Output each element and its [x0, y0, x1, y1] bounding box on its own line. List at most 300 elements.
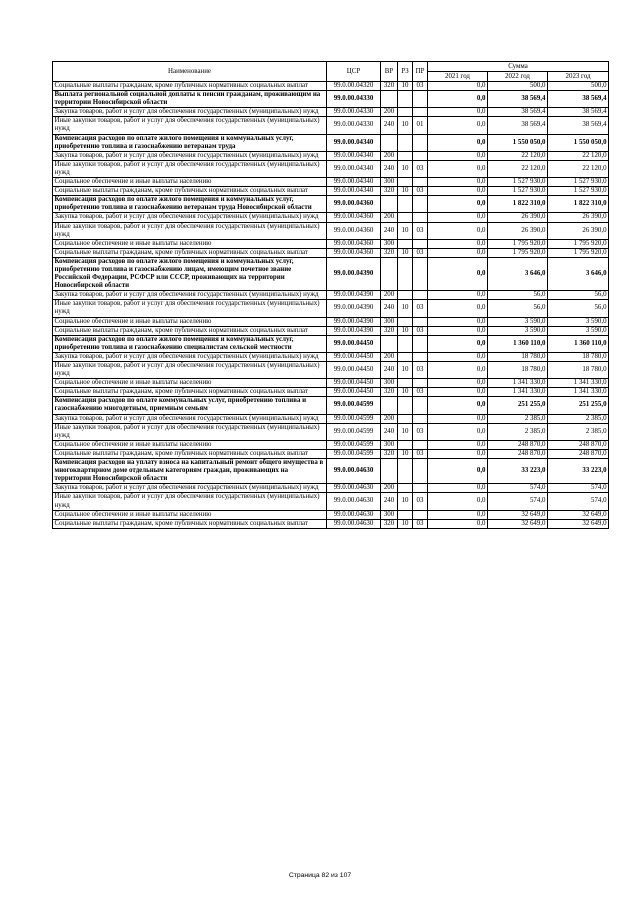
- cell-y2023: 1 822 310,0: [548, 196, 609, 213]
- cell-y2023: 1 550 050,0: [548, 134, 609, 151]
- cell-vr: 240: [381, 423, 398, 440]
- table-row: [53, 326, 609, 335]
- cell-y2023: 26 390,0: [548, 213, 609, 222]
- cell-csr: 99.0.00.04630: [327, 519, 381, 528]
- cell-csr: 99.0.00.04320: [327, 82, 381, 91]
- cell-csr: 99.0.00.04340: [327, 187, 381, 196]
- cell-csr: 99.0.00.04630: [327, 510, 381, 519]
- cell-rz: 10: [398, 222, 413, 239]
- cell-csr: 99.0.00.04450: [327, 362, 381, 379]
- cell-rz: 10: [398, 300, 413, 317]
- cell-pr: [413, 178, 428, 187]
- cell-y2023: 1 527 930,0: [548, 178, 609, 187]
- cell-y2022: 1 360 110,0: [488, 335, 548, 352]
- cell-y2022: 32 649,0: [488, 510, 548, 519]
- cell-name: Социальное обеспечение и иные выплаты населению: [53, 317, 327, 326]
- cell-name: Социальные выплаты гражданам, кроме публичных нормативных социальных выплат: [53, 248, 327, 257]
- table-row: [53, 291, 609, 300]
- table-row: [53, 117, 609, 134]
- table-row-section: [53, 335, 609, 352]
- cell-csr: 99.0.00.04340: [327, 160, 381, 177]
- cell-rz: 10: [398, 493, 413, 510]
- cell-csr: 99.0.00.04330: [327, 117, 381, 134]
- cell-y2023: 18 780,0: [548, 352, 609, 361]
- table-row: [53, 160, 609, 177]
- cell-vr: 300: [381, 317, 398, 326]
- cell-csr: 99.0.00.04360: [327, 222, 381, 239]
- table-row: [53, 151, 609, 160]
- cell-y2021: 0,0: [428, 300, 488, 317]
- cell-pr: [413, 459, 428, 484]
- cell-y2022: 32 649,0: [488, 519, 548, 528]
- cell-name: Компенсация расходов по оплате коммунальных услуг, приобретению топлива и газоснабжению многодетным, приемным семьям: [53, 397, 327, 414]
- header-csr: ЦСР: [327, 62, 381, 82]
- cell-vr: 320: [381, 449, 398, 458]
- cell-name: Социальные выплаты гражданам, кроме публичных нормативных социальных выплат: [53, 449, 327, 458]
- cell-name: Социальное обеспечение и иные выплаты населению: [53, 178, 327, 187]
- table-row: [53, 300, 609, 317]
- cell-csr: 99.0.00.04630: [327, 459, 381, 484]
- cell-csr: 99.0.00.04390: [327, 317, 381, 326]
- cell-y2021: 0,0: [428, 134, 488, 151]
- cell-rz: 10: [398, 519, 413, 528]
- cell-csr: 99.0.00.04599: [327, 423, 381, 440]
- cell-y2022: 1 795 920,0: [488, 239, 548, 248]
- cell-y2021: 0,0: [428, 213, 488, 222]
- cell-csr: 99.0.00.04599: [327, 397, 381, 414]
- cell-y2022: 3 590,0: [488, 317, 548, 326]
- cell-y2021: 0,0: [428, 493, 488, 510]
- table-row-section: [53, 397, 609, 414]
- cell-csr: 99.0.00.04599: [327, 414, 381, 423]
- cell-y2022: 56,0: [488, 300, 548, 317]
- cell-vr: 300: [381, 379, 398, 388]
- cell-vr: 200: [381, 352, 398, 361]
- table-row: [53, 352, 609, 361]
- cell-name: Иные закупки товаров, работ и услуг для обеспечения государственных (муниципальных) нужд: [53, 117, 327, 134]
- cell-y2022: 26 390,0: [488, 222, 548, 239]
- cell-rz: 10: [398, 160, 413, 177]
- cell-y2023: 574,0: [548, 493, 609, 510]
- cell-rz: [398, 257, 413, 290]
- table-row: [53, 187, 609, 196]
- cell-rz: [398, 213, 413, 222]
- cell-y2023: 1 795 920,0: [548, 239, 609, 248]
- cell-csr: 99.0.00.04360: [327, 248, 381, 257]
- cell-rz: 10: [398, 423, 413, 440]
- cell-y2023: 32 649,0: [548, 519, 609, 528]
- cell-vr: [381, 397, 398, 414]
- cell-rz: [398, 134, 413, 151]
- table-row: [53, 222, 609, 239]
- cell-y2022: 248 870,0: [488, 440, 548, 449]
- cell-y2023: 2 385,0: [548, 423, 609, 440]
- cell-y2023: 26 390,0: [548, 222, 609, 239]
- cell-y2021: 0,0: [428, 352, 488, 361]
- header-sum: Сумма: [428, 62, 609, 72]
- cell-pr: [413, 317, 428, 326]
- cell-pr: 03: [413, 493, 428, 510]
- cell-vr: 240: [381, 222, 398, 239]
- cell-csr: 99.0.00.04450: [327, 335, 381, 352]
- table-row: [53, 484, 609, 493]
- cell-rz: [398, 335, 413, 352]
- cell-vr: 240: [381, 117, 398, 134]
- cell-y2021: 0,0: [428, 519, 488, 528]
- header-year-2023: 2023 год: [548, 72, 609, 82]
- cell-pr: 03: [413, 248, 428, 257]
- cell-pr: 03: [413, 519, 428, 528]
- cell-y2021: 0,0: [428, 196, 488, 213]
- table-row: [53, 440, 609, 449]
- cell-y2021: 0,0: [428, 291, 488, 300]
- cell-rz: [398, 352, 413, 361]
- cell-y2021: 0,0: [428, 423, 488, 440]
- cell-pr: 03: [413, 222, 428, 239]
- cell-name: Социальные выплаты гражданам, кроме публичных нормативных социальных выплат: [53, 388, 327, 397]
- cell-vr: 300: [381, 178, 398, 187]
- cell-y2022: 1 795 920,0: [488, 248, 548, 257]
- cell-pr: [413, 397, 428, 414]
- budget-table: [52, 61, 609, 529]
- cell-y2021: 0,0: [428, 388, 488, 397]
- cell-y2021: 0,0: [428, 362, 488, 379]
- cell-rz: 10: [398, 117, 413, 134]
- cell-y2023: 32 649,0: [548, 510, 609, 519]
- cell-rz: [398, 108, 413, 117]
- cell-y2021: 0,0: [428, 108, 488, 117]
- table-row-section: [53, 459, 609, 484]
- cell-vr: 200: [381, 151, 398, 160]
- cell-y2023: 500,0: [548, 82, 609, 91]
- cell-csr: 99.0.00.04340: [327, 151, 381, 160]
- header-year-2022: 2022 год: [488, 72, 548, 82]
- cell-vr: 300: [381, 239, 398, 248]
- cell-pr: [413, 291, 428, 300]
- cell-vr: 200: [381, 108, 398, 117]
- cell-pr: [413, 239, 428, 248]
- cell-name: Закупка товаров, работ и услуг для обеспечения государственных (муниципальных) нужд: [53, 484, 327, 493]
- cell-rz: [398, 196, 413, 213]
- cell-y2022: 3 590,0: [488, 326, 548, 335]
- cell-rz: [398, 91, 413, 108]
- cell-rz: [398, 397, 413, 414]
- cell-csr: 99.0.00.04360: [327, 213, 381, 222]
- cell-name: Иные закупки товаров, работ и услуг для обеспечения государственных (муниципальных) нужд: [53, 362, 327, 379]
- cell-name: Компенсация расходов по оплате жилого помещения и коммунальных услуг, приобретению топлива и газоснабжению лицам, имеющим почетное звание Российской Федерации, РСФСР или СССР, проживающих на территории Новосибирской области: [53, 257, 327, 290]
- cell-pr: 03: [413, 388, 428, 397]
- header-year-2021: 2021 год: [428, 72, 488, 82]
- table-row: [53, 510, 609, 519]
- cell-pr: [413, 213, 428, 222]
- cell-name: Иные закупки товаров, работ и услуг для обеспечения государственных (муниципальных) нужд: [53, 300, 327, 317]
- cell-vr: 320: [381, 388, 398, 397]
- cell-rz: [398, 510, 413, 519]
- cell-vr: 300: [381, 510, 398, 519]
- cell-y2023: 3 646,0: [548, 257, 609, 290]
- cell-csr: 99.0.00.04450: [327, 388, 381, 397]
- cell-y2023: 1 795 920,0: [548, 248, 609, 257]
- cell-y2021: 0,0: [428, 440, 488, 449]
- cell-rz: [398, 484, 413, 493]
- cell-pr: 03: [413, 326, 428, 335]
- cell-rz: 10: [398, 388, 413, 397]
- cell-y2023: 1 341 330,0: [548, 388, 609, 397]
- cell-csr: 99.0.00.04450: [327, 379, 381, 388]
- cell-y2022: 251 255,0: [488, 397, 548, 414]
- cell-vr: 320: [381, 248, 398, 257]
- cell-pr: [413, 352, 428, 361]
- cell-name: Иные закупки товаров, работ и услуг для обеспечения государственных (муниципальных) нужд: [53, 160, 327, 177]
- cell-csr: 99.0.00.04390: [327, 291, 381, 300]
- cell-y2023: 1 527 930,0: [548, 187, 609, 196]
- cell-y2021: 0,0: [428, 248, 488, 257]
- cell-y2022: 38 569,4: [488, 91, 548, 108]
- cell-y2021: 0,0: [428, 335, 488, 352]
- cell-y2023: 22 120,0: [548, 151, 609, 160]
- cell-y2021: 0,0: [428, 82, 488, 91]
- table-row: [53, 108, 609, 117]
- cell-y2021: 0,0: [428, 326, 488, 335]
- table-row: [53, 449, 609, 458]
- cell-vr: 240: [381, 300, 398, 317]
- cell-pr: [413, 414, 428, 423]
- cell-y2023: 3 590,0: [548, 326, 609, 335]
- cell-y2023: 38 569,4: [548, 91, 609, 108]
- cell-y2021: 0,0: [428, 222, 488, 239]
- cell-y2021: 0,0: [428, 397, 488, 414]
- cell-csr: 99.0.00.04390: [327, 326, 381, 335]
- table-row-section: [53, 134, 609, 151]
- table-row: [53, 178, 609, 187]
- cell-y2023: 33 223,0: [548, 459, 609, 484]
- table-row: [53, 213, 609, 222]
- cell-y2022: 33 223,0: [488, 459, 548, 484]
- cell-name: Иные закупки товаров, работ и услуг для обеспечения государственных (муниципальных) нужд: [53, 423, 327, 440]
- cell-y2022: 1 527 930,0: [488, 187, 548, 196]
- table-body: [53, 82, 609, 529]
- cell-y2023: 251 255,0: [548, 397, 609, 414]
- cell-rz: [398, 414, 413, 423]
- cell-name: Закупка товаров, работ и услуг для обеспечения государственных (муниципальных) нужд: [53, 414, 327, 423]
- cell-y2021: 0,0: [428, 257, 488, 290]
- cell-y2022: 1 341 330,0: [488, 379, 548, 388]
- table-row: [53, 379, 609, 388]
- cell-pr: 03: [413, 187, 428, 196]
- cell-name: Иные закупки товаров, работ и услуг для обеспечения государственных (муниципальных) нужд: [53, 222, 327, 239]
- cell-rz: [398, 459, 413, 484]
- cell-y2022: 3 646,0: [488, 257, 548, 290]
- cell-pr: 03: [413, 362, 428, 379]
- cell-csr: 99.0.00.04390: [327, 257, 381, 290]
- cell-y2022: 1 550 050,0: [488, 134, 548, 151]
- cell-name: Компенсация расходов на уплату взноса на капитальный ремонт общего имущества в многоквартирном доме отдельным категориям граждан, проживающих на территории Новосибирской области: [53, 459, 327, 484]
- cell-csr: 99.0.00.04450: [327, 352, 381, 361]
- cell-pr: [413, 484, 428, 493]
- cell-vr: [381, 91, 398, 108]
- cell-y2021: 0,0: [428, 484, 488, 493]
- cell-vr: 240: [381, 160, 398, 177]
- cell-name: Социальные выплаты гражданам, кроме публичных нормативных социальных выплат: [53, 187, 327, 196]
- cell-rz: [398, 291, 413, 300]
- cell-y2022: 248 870,0: [488, 449, 548, 458]
- cell-vr: 200: [381, 414, 398, 423]
- cell-y2023: 56,0: [548, 300, 609, 317]
- cell-rz: 10: [398, 449, 413, 458]
- cell-y2023: 574,0: [548, 484, 609, 493]
- cell-y2023: 1 360 110,0: [548, 335, 609, 352]
- cell-name: Иные закупки товаров, работ и услуг для обеспечения государственных (муниципальных) нужд: [53, 493, 327, 510]
- cell-vr: 200: [381, 484, 398, 493]
- cell-name: Социальное обеспечение и иные выплаты населению: [53, 239, 327, 248]
- cell-vr: 200: [381, 213, 398, 222]
- cell-csr: 99.0.00.04360: [327, 196, 381, 213]
- cell-rz: 10: [398, 187, 413, 196]
- cell-y2023: 38 569,4: [548, 117, 609, 134]
- cell-y2022: 2 385,0: [488, 423, 548, 440]
- cell-name: Закупка товаров, работ и услуг для обеспечения государственных (муниципальных) нужд: [53, 213, 327, 222]
- cell-csr: 99.0.00.04340: [327, 178, 381, 187]
- cell-y2023: 22 120,0: [548, 160, 609, 177]
- table-row: [53, 493, 609, 510]
- cell-y2022: 1 527 930,0: [488, 178, 548, 187]
- cell-rz: [398, 239, 413, 248]
- cell-rz: [398, 379, 413, 388]
- cell-vr: [381, 335, 398, 352]
- cell-name: Закупка товаров, работ и услуг для обеспечения государственных (муниципальных) нужд: [53, 108, 327, 117]
- cell-csr: 99.0.00.04340: [327, 134, 381, 151]
- cell-y2022: 18 780,0: [488, 352, 548, 361]
- cell-pr: 03: [413, 82, 428, 91]
- cell-vr: [381, 196, 398, 213]
- page-number: Страница 82 из 107: [288, 872, 352, 879]
- cell-pr: [413, 91, 428, 108]
- cell-y2022: 1 822 310,0: [488, 196, 548, 213]
- cell-name: Выплата региональной социальной доплаты к пенсии гражданам, проживающим на территории Новосибирской области: [53, 91, 327, 108]
- header-pr: ПР: [413, 62, 428, 82]
- header-vr: ВР: [381, 62, 398, 82]
- cell-name: Социальные выплаты гражданам, кроме публичных нормативных социальных выплат: [53, 519, 327, 528]
- cell-y2021: 0,0: [428, 151, 488, 160]
- cell-pr: 03: [413, 449, 428, 458]
- cell-pr: 03: [413, 423, 428, 440]
- table-row: [53, 248, 609, 257]
- cell-y2021: 0,0: [428, 91, 488, 108]
- cell-y2022: 22 120,0: [488, 151, 548, 160]
- cell-y2021: 0,0: [428, 414, 488, 423]
- cell-vr: [381, 257, 398, 290]
- cell-y2023: 2 385,0: [548, 414, 609, 423]
- cell-pr: [413, 440, 428, 449]
- table-row: [53, 388, 609, 397]
- cell-pr: [413, 379, 428, 388]
- header-rz: РЗ: [398, 62, 413, 82]
- cell-name: Социальное обеспечение и иные выплаты населению: [53, 440, 327, 449]
- cell-y2021: 0,0: [428, 178, 488, 187]
- cell-name: Закупка товаров, работ и услуг для обеспечения государственных (муниципальных) нужд: [53, 352, 327, 361]
- cell-y2023: 56,0: [548, 291, 609, 300]
- cell-vr: 240: [381, 493, 398, 510]
- cell-y2022: 38 569,4: [488, 117, 548, 134]
- cell-y2023: 3 590,0: [548, 317, 609, 326]
- cell-y2021: 0,0: [428, 449, 488, 458]
- cell-rz: [398, 178, 413, 187]
- cell-pr: [413, 510, 428, 519]
- cell-pr: [413, 196, 428, 213]
- cell-csr: 99.0.00.04599: [327, 440, 381, 449]
- cell-csr: 99.0.00.04360: [327, 239, 381, 248]
- cell-rz: 10: [398, 326, 413, 335]
- cell-y2022: 574,0: [488, 493, 548, 510]
- cell-pr: 03: [413, 160, 428, 177]
- cell-vr: 320: [381, 519, 398, 528]
- cell-y2021: 0,0: [428, 117, 488, 134]
- table-row: [53, 423, 609, 440]
- cell-vr: [381, 459, 398, 484]
- cell-rz: [398, 440, 413, 449]
- cell-vr: [381, 134, 398, 151]
- cell-vr: 200: [381, 291, 398, 300]
- cell-rz: 10: [398, 362, 413, 379]
- cell-pr: [413, 335, 428, 352]
- cell-y2022: 574,0: [488, 484, 548, 493]
- cell-y2021: 0,0: [428, 160, 488, 177]
- cell-name: Компенсация расходов по оплате жилого помещения и коммунальных услуг, приобретению топлива и газоснабжению ветеранам труда Новосибирской области: [53, 196, 327, 213]
- cell-y2022: 500,0: [488, 82, 548, 91]
- cell-name: Социальное обеспечение и иные выплаты населению: [53, 510, 327, 519]
- cell-y2023: 248 870,0: [548, 449, 609, 458]
- table-row: [53, 362, 609, 379]
- cell-y2021: 0,0: [428, 459, 488, 484]
- cell-name: Социальные выплаты гражданам, кроме публичных нормативных социальных выплат: [53, 326, 327, 335]
- cell-vr: 320: [381, 187, 398, 196]
- cell-pr: 01: [413, 117, 428, 134]
- cell-y2021: 0,0: [428, 187, 488, 196]
- cell-rz: [398, 317, 413, 326]
- header-name: Наименование: [53, 62, 327, 82]
- cell-pr: [413, 257, 428, 290]
- cell-y2023: 248 870,0: [548, 440, 609, 449]
- cell-name: Закупка товаров, работ и услуг для обеспечения государственных (муниципальных) нужд: [53, 291, 327, 300]
- cell-name: Закупка товаров, работ и услуг для обеспечения государственных (муниципальных) нужд: [53, 151, 327, 160]
- cell-name: Компенсация расходов по оплате жилого помещения и коммунальных услуг, приобретению топлива и газоснабжению ветеранам труда: [53, 134, 327, 151]
- cell-vr: 320: [381, 82, 398, 91]
- cell-name: Социальные выплаты гражданам, кроме публичных нормативных социальных выплат: [53, 82, 327, 91]
- cell-csr: 99.0.00.04630: [327, 484, 381, 493]
- cell-name: Социальное обеспечение и иные выплаты населению: [53, 379, 327, 388]
- table-row: [53, 414, 609, 423]
- cell-y2022: 1 341 330,0: [488, 388, 548, 397]
- cell-name: Компенсация расходов по оплате жилого помещения и коммунальных услуг, приобретению топлива и газоснабжению специалистам сельской местности: [53, 335, 327, 352]
- cell-y2023: 18 780,0: [548, 362, 609, 379]
- table-row-section: [53, 196, 609, 213]
- cell-y2021: 0,0: [428, 510, 488, 519]
- cell-csr: 99.0.00.04599: [327, 449, 381, 458]
- cell-rz: [398, 151, 413, 160]
- cell-csr: 99.0.00.04390: [327, 300, 381, 317]
- cell-y2021: 0,0: [428, 379, 488, 388]
- cell-csr: 99.0.00.04330: [327, 91, 381, 108]
- cell-pr: 03: [413, 300, 428, 317]
- cell-y2022: 18 780,0: [488, 362, 548, 379]
- cell-pr: [413, 108, 428, 117]
- cell-y2021: 0,0: [428, 317, 488, 326]
- cell-csr: 99.0.00.04630: [327, 493, 381, 510]
- cell-y2022: 2 385,0: [488, 414, 548, 423]
- cell-rz: 10: [398, 82, 413, 91]
- table-row: [53, 317, 609, 326]
- cell-vr: 320: [381, 326, 398, 335]
